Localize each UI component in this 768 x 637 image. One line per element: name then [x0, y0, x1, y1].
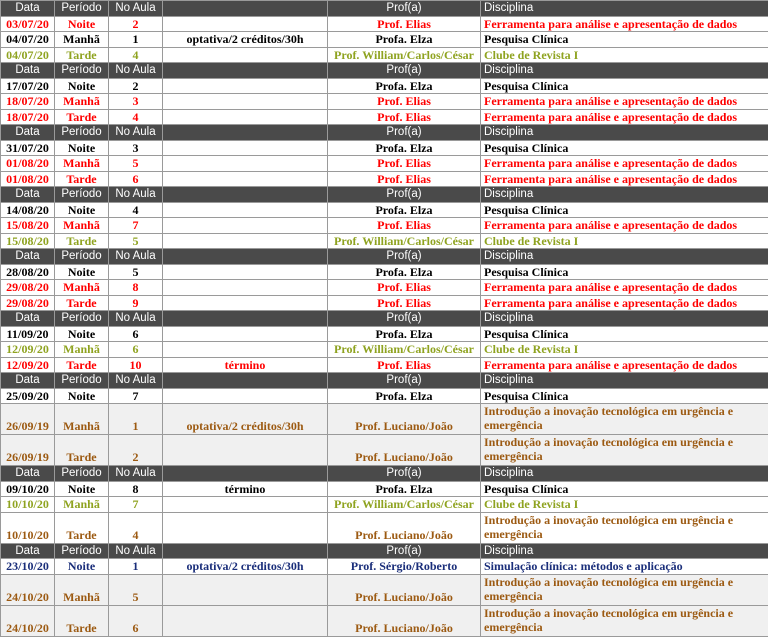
column-header-extra — [163, 249, 328, 265]
professor-cell: Prof. Elias — [328, 109, 481, 125]
period-cell: Tarde — [55, 512, 109, 543]
lesson-number-cell: 8 — [109, 280, 163, 296]
discipline-cell: Clube de Revista I — [481, 342, 768, 358]
professor-cell: Profa. Elza — [328, 32, 481, 48]
schedule-row — [1, 78, 768, 94]
professor-cell: Prof. Elias — [328, 156, 481, 172]
schedule-row — [1, 574, 768, 605]
professor-cell: Profa. Elza — [328, 78, 481, 94]
lesson-number-cell: 6 — [109, 326, 163, 342]
lesson-number-cell: 4 — [109, 512, 163, 543]
period-cell: Noite — [55, 16, 109, 32]
column-header-data: Data — [1, 249, 55, 265]
note-cell — [163, 109, 328, 125]
column-header-periodo: Período — [55, 187, 109, 203]
date-cell: 03/07/20 — [1, 16, 55, 32]
note-cell — [163, 497, 328, 513]
column-header-data: Data — [1, 63, 55, 79]
column-header-no-aula: No Aula — [109, 249, 163, 265]
discipline-cell: Pesquisa Clínica — [481, 140, 768, 156]
period-cell: Manhã — [55, 218, 109, 234]
professor-cell: Prof. Elias — [328, 94, 481, 110]
professor-cell: Profa. Elza — [328, 388, 481, 404]
discipline-cell: Introdução a inovação tecnológica em urgência e emergência — [481, 512, 768, 543]
professor-cell: Profa. Elza — [328, 264, 481, 280]
note-cell — [163, 388, 328, 404]
date-cell: 29/08/20 — [1, 295, 55, 311]
date-cell: 09/10/20 — [1, 481, 55, 497]
column-header-extra — [163, 373, 328, 389]
period-cell: Tarde — [55, 357, 109, 373]
column-header-no-aula: No Aula — [109, 63, 163, 79]
column-header-extra — [163, 125, 328, 141]
date-cell: 01/08/20 — [1, 156, 55, 172]
date-cell: 25/09/20 — [1, 388, 55, 404]
schedule-body — [1, 1, 768, 637]
date-cell: 04/07/20 — [1, 47, 55, 63]
period-cell: Manhã — [55, 574, 109, 605]
schedule-row — [1, 559, 768, 575]
discipline-cell: Ferramenta para análise e apresentação de dados — [481, 295, 768, 311]
schedule-row — [1, 16, 768, 32]
date-cell: 23/10/20 — [1, 559, 55, 575]
note-cell — [163, 435, 328, 466]
column-header-disciplina: Disciplina — [481, 125, 768, 141]
column-header-data: Data — [1, 311, 55, 327]
note-cell — [163, 295, 328, 311]
note-cell — [163, 280, 328, 296]
note-cell — [163, 156, 328, 172]
column-header-periodo: Período — [55, 125, 109, 141]
note-cell: optativa/2 créditos/30h — [163, 404, 328, 435]
date-cell: 24/10/20 — [1, 605, 55, 636]
professor-cell: Prof. Luciano/João — [328, 574, 481, 605]
professor-cell: Profa. Elza — [328, 140, 481, 156]
professor-cell: Profa. Elza — [328, 326, 481, 342]
column-header-data: Data — [1, 466, 55, 482]
discipline-cell: Ferramenta para análise e apresentação de dados — [481, 280, 768, 296]
column-header-data: Data — [1, 187, 55, 203]
discipline-cell: Pesquisa Clínica — [481, 264, 768, 280]
discipline-cell: Introdução a inovação tecnológica em urgência e emergência — [481, 605, 768, 636]
discipline-cell: Clube de Revista I — [481, 47, 768, 63]
column-header-periodo: Período — [55, 63, 109, 79]
schedule-row — [1, 342, 768, 358]
discipline-cell: Introdução a inovação tecnológica em urgência e emergência — [481, 404, 768, 435]
period-cell: Tarde — [55, 109, 109, 125]
schedule-row — [1, 202, 768, 218]
lesson-number-cell: 9 — [109, 295, 163, 311]
period-cell: Noite — [55, 388, 109, 404]
column-header-no-aula: No Aula — [109, 466, 163, 482]
date-cell: 12/09/20 — [1, 342, 55, 358]
lesson-number-cell: 1 — [109, 404, 163, 435]
discipline-cell: Pesquisa Clínica — [481, 388, 768, 404]
schedule-row — [1, 388, 768, 404]
discipline-cell: Pesquisa Clínica — [481, 481, 768, 497]
discipline-cell: Pesquisa Clínica — [481, 78, 768, 94]
column-header-disciplina: Disciplina — [481, 1, 768, 17]
period-cell: Tarde — [55, 47, 109, 63]
discipline-cell: Pesquisa Clínica — [481, 326, 768, 342]
schedule-row — [1, 435, 768, 466]
date-cell: 10/10/20 — [1, 512, 55, 543]
column-header-disciplina: Disciplina — [481, 63, 768, 79]
period-cell: Manhã — [55, 497, 109, 513]
column-header-extra — [163, 543, 328, 559]
note-cell — [163, 47, 328, 63]
column-header-row — [1, 63, 768, 79]
column-header-disciplina: Disciplina — [481, 466, 768, 482]
column-header-data: Data — [1, 1, 55, 17]
period-cell: Tarde — [55, 605, 109, 636]
schedule-row — [1, 109, 768, 125]
lesson-number-cell: 5 — [109, 574, 163, 605]
schedule-row — [1, 605, 768, 636]
column-header-no-aula: No Aula — [109, 1, 163, 17]
note-cell — [163, 233, 328, 249]
note-cell — [163, 171, 328, 187]
note-cell — [163, 78, 328, 94]
period-cell: Manhã — [55, 280, 109, 296]
professor-cell: Prof. Luciano/João — [328, 404, 481, 435]
schedule-row — [1, 171, 768, 187]
lesson-number-cell: 10 — [109, 357, 163, 373]
column-header-no-aula: No Aula — [109, 373, 163, 389]
column-header-no-aula: No Aula — [109, 187, 163, 203]
lesson-number-cell: 5 — [109, 156, 163, 172]
period-cell: Manhã — [55, 342, 109, 358]
date-cell: 26/09/19 — [1, 404, 55, 435]
date-cell: 24/10/20 — [1, 574, 55, 605]
column-header-disciplina: Disciplina — [481, 249, 768, 265]
schedule-row — [1, 295, 768, 311]
schedule-row — [1, 233, 768, 249]
note-cell: optativa/2 créditos/30h — [163, 32, 328, 48]
schedule-row — [1, 140, 768, 156]
date-cell: 29/08/20 — [1, 280, 55, 296]
column-header-extra — [163, 311, 328, 327]
column-header-prof: Prof(a) — [328, 125, 481, 141]
discipline-cell: Pesquisa Clínica — [481, 202, 768, 218]
discipline-cell: Ferramenta para análise e apresentação de dados — [481, 109, 768, 125]
lesson-number-cell: 7 — [109, 218, 163, 234]
professor-cell: Prof. Luciano/João — [328, 512, 481, 543]
schedule-row — [1, 32, 768, 48]
date-cell: 11/09/20 — [1, 326, 55, 342]
column-header-no-aula: No Aula — [109, 543, 163, 559]
period-cell: Noite — [55, 202, 109, 218]
period-cell: Noite — [55, 140, 109, 156]
note-cell — [163, 16, 328, 32]
column-header-periodo: Período — [55, 543, 109, 559]
column-header-periodo: Período — [55, 466, 109, 482]
discipline-cell: Ferramenta para análise e apresentação de dados — [481, 94, 768, 110]
schedule-row — [1, 156, 768, 172]
professor-cell: Prof. William/Carlos/César — [328, 497, 481, 513]
professor-cell: Prof. William/Carlos/César — [328, 233, 481, 249]
schedule-row — [1, 512, 768, 543]
lesson-number-cell: 2 — [109, 435, 163, 466]
note-cell — [163, 342, 328, 358]
column-header-row — [1, 543, 768, 559]
lesson-number-cell: 8 — [109, 481, 163, 497]
note-cell — [163, 574, 328, 605]
lesson-number-cell: 1 — [109, 32, 163, 48]
date-cell: 04/07/20 — [1, 32, 55, 48]
note-cell: optativa/2 créditos/30h — [163, 559, 328, 575]
date-cell: 10/10/20 — [1, 497, 55, 513]
note-cell: término — [163, 357, 328, 373]
period-cell: Manhã — [55, 156, 109, 172]
lesson-number-cell: 4 — [109, 109, 163, 125]
discipline-cell: Ferramenta para análise e apresentação de dados — [481, 16, 768, 32]
period-cell: Noite — [55, 481, 109, 497]
professor-cell: Prof. Luciano/João — [328, 605, 481, 636]
schedule-row — [1, 357, 768, 373]
schedule-row — [1, 47, 768, 63]
professor-cell: Prof. Luciano/João — [328, 435, 481, 466]
note-cell — [163, 264, 328, 280]
professor-cell: Prof. Sérgio/Roberto — [328, 559, 481, 575]
professor-cell: Prof. Elias — [328, 280, 481, 296]
column-header-extra — [163, 466, 328, 482]
lesson-number-cell: 6 — [109, 342, 163, 358]
column-header-prof: Prof(a) — [328, 311, 481, 327]
column-header-data: Data — [1, 125, 55, 141]
lesson-number-cell: 4 — [109, 47, 163, 63]
lesson-number-cell: 6 — [109, 171, 163, 187]
column-header-disciplina: Disciplina — [481, 187, 768, 203]
professor-cell: Prof. William/Carlos/César — [328, 47, 481, 63]
lesson-number-cell: 1 — [109, 559, 163, 575]
lesson-number-cell: 3 — [109, 140, 163, 156]
lesson-number-cell: 3 — [109, 94, 163, 110]
professor-cell: Prof. Elias — [328, 357, 481, 373]
column-header-periodo: Período — [55, 249, 109, 265]
professor-cell: Prof. Elias — [328, 171, 481, 187]
discipline-cell: Introdução a inovação tecnológica em urgência e emergência — [481, 574, 768, 605]
column-header-periodo: Período — [55, 1, 109, 17]
schedule-row — [1, 218, 768, 234]
schedule-row — [1, 404, 768, 435]
professor-cell: Prof. William/Carlos/César — [328, 342, 481, 358]
note-cell — [163, 326, 328, 342]
lesson-number-cell: 2 — [109, 16, 163, 32]
note-cell — [163, 512, 328, 543]
lesson-number-cell: 7 — [109, 388, 163, 404]
date-cell: 31/07/20 — [1, 140, 55, 156]
column-header-row — [1, 311, 768, 327]
lesson-number-cell: 7 — [109, 497, 163, 513]
column-header-row — [1, 125, 768, 141]
column-header-prof: Prof(a) — [328, 249, 481, 265]
date-cell: 18/07/20 — [1, 109, 55, 125]
column-header-data: Data — [1, 373, 55, 389]
discipline-cell: Ferramenta para análise e apresentação de dados — [481, 357, 768, 373]
schedule-row — [1, 94, 768, 110]
professor-cell: Prof. Elias — [328, 16, 481, 32]
period-cell: Tarde — [55, 171, 109, 187]
column-header-no-aula: No Aula — [109, 311, 163, 327]
column-header-row — [1, 187, 768, 203]
period-cell: Noite — [55, 264, 109, 280]
schedule-row — [1, 326, 768, 342]
discipline-cell: Simulação clínica: métodos e aplicação — [481, 559, 768, 575]
period-cell: Manhã — [55, 404, 109, 435]
column-header-periodo: Período — [55, 373, 109, 389]
date-cell: 14/08/20 — [1, 202, 55, 218]
schedule-row — [1, 264, 768, 280]
schedule-row — [1, 280, 768, 296]
column-header-row — [1, 249, 768, 265]
discipline-cell: Ferramenta para análise e apresentação de dados — [481, 218, 768, 234]
column-header-row — [1, 1, 768, 17]
column-header-extra — [163, 63, 328, 79]
column-header-prof: Prof(a) — [328, 466, 481, 482]
column-header-prof: Prof(a) — [328, 543, 481, 559]
column-header-prof: Prof(a) — [328, 63, 481, 79]
date-cell: 26/09/19 — [1, 435, 55, 466]
discipline-cell: Pesquisa Clínica — [481, 32, 768, 48]
column-header-no-aula: No Aula — [109, 125, 163, 141]
note-cell — [163, 218, 328, 234]
discipline-cell: Ferramenta para análise e apresentação de dados — [481, 156, 768, 172]
date-cell: 12/09/20 — [1, 357, 55, 373]
date-cell: 01/08/20 — [1, 171, 55, 187]
lesson-number-cell: 6 — [109, 605, 163, 636]
note-cell: término — [163, 481, 328, 497]
column-header-extra — [163, 1, 328, 17]
period-cell: Noite — [55, 559, 109, 575]
period-cell: Manhã — [55, 94, 109, 110]
note-cell — [163, 202, 328, 218]
period-cell: Tarde — [55, 233, 109, 249]
schedule-row — [1, 481, 768, 497]
schedule-row — [1, 497, 768, 513]
discipline-cell: Introdução a inovação tecnológica em urgência e emergência — [481, 435, 768, 466]
column-header-disciplina: Disciplina — [481, 543, 768, 559]
column-header-disciplina: Disciplina — [481, 311, 768, 327]
column-header-row — [1, 466, 768, 482]
date-cell: 18/07/20 — [1, 94, 55, 110]
column-header-periodo: Período — [55, 311, 109, 327]
column-header-extra — [163, 187, 328, 203]
column-header-row — [1, 373, 768, 389]
column-header-disciplina: Disciplina — [481, 373, 768, 389]
note-cell — [163, 140, 328, 156]
professor-cell: Profa. Elza — [328, 481, 481, 497]
period-cell: Tarde — [55, 435, 109, 466]
column-header-prof: Prof(a) — [328, 187, 481, 203]
column-header-data: Data — [1, 543, 55, 559]
professor-cell: Profa. Elza — [328, 202, 481, 218]
period-cell: Manhã — [55, 32, 109, 48]
period-cell: Noite — [55, 326, 109, 342]
period-cell: Noite — [55, 78, 109, 94]
professor-cell: Prof. Elias — [328, 295, 481, 311]
lesson-number-cell: 4 — [109, 202, 163, 218]
column-header-prof: Prof(a) — [328, 1, 481, 17]
lesson-number-cell: 2 — [109, 78, 163, 94]
discipline-cell: Ferramenta para análise e apresentação de dados — [481, 171, 768, 187]
note-cell — [163, 605, 328, 636]
date-cell: 28/08/20 — [1, 264, 55, 280]
professor-cell: Prof. Elias — [328, 218, 481, 234]
discipline-cell: Clube de Revista I — [481, 497, 768, 513]
date-cell: 15/08/20 — [1, 233, 55, 249]
date-cell: 15/08/20 — [1, 218, 55, 234]
date-cell: 17/07/20 — [1, 78, 55, 94]
discipline-cell: Clube de Revista I — [481, 233, 768, 249]
column-header-prof: Prof(a) — [328, 373, 481, 389]
note-cell — [163, 94, 328, 110]
period-cell: Tarde — [55, 295, 109, 311]
lesson-number-cell: 5 — [109, 233, 163, 249]
lesson-number-cell: 5 — [109, 264, 163, 280]
